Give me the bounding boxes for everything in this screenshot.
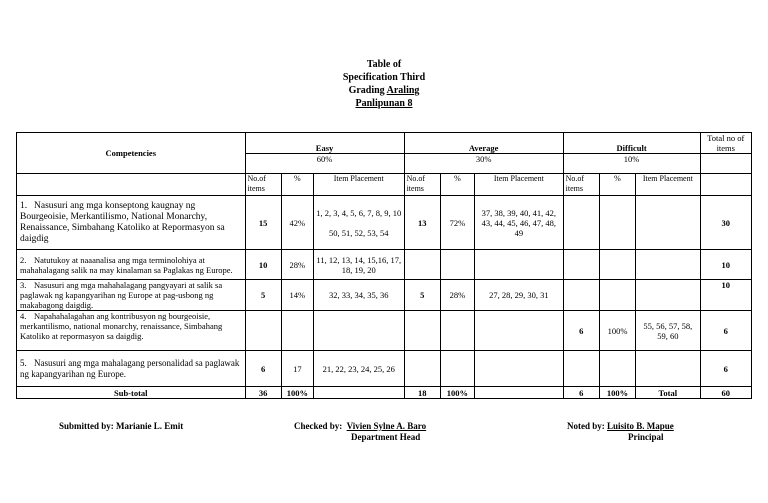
difficult-group-header: Difficult (563, 133, 700, 154)
noted-role: Principal (628, 432, 664, 442)
title-line-4: Panlipunan 8 (355, 98, 413, 109)
average-count (404, 311, 440, 351)
difficult-pct: 100% (599, 311, 635, 351)
checked-by-block (294, 421, 426, 443)
total-blank-cell (700, 174, 751, 196)
average-placement: 27, 28, 29, 30, 31 (475, 280, 564, 311)
competency-number: 1. (20, 200, 28, 211)
table-row (17, 250, 752, 280)
easy-count (245, 311, 281, 351)
noted-name: Luisito B. Mapue (607, 421, 674, 431)
competencies-blank-cell (17, 174, 246, 196)
average-count: 5 (404, 280, 440, 311)
easy-placement: 32, 33, 34, 35, 36 (313, 280, 404, 311)
easy-percent: 60% (245, 154, 404, 174)
competency-cell (17, 196, 246, 250)
header-row-subheaders (17, 174, 752, 196)
competency-cell (17, 311, 246, 351)
checked-label: Checked by: (294, 421, 343, 431)
average-placement (475, 250, 564, 280)
subtotal-label: Sub-total (17, 387, 246, 399)
easy-placement (313, 311, 404, 351)
average-placement: 37, 38, 39, 40, 41, 42, 43, 44, 45, 46, 47, 48, 49 (475, 196, 564, 250)
difficult-placement (636, 351, 700, 387)
subtotal-average-pct: 100% (440, 387, 474, 399)
average-group-header: Average (404, 133, 563, 154)
easy-placement: 11, 12, 13, 14, 15,16, 17, 18, 19, 20 (313, 250, 404, 280)
header-row-groups (17, 133, 752, 154)
difficult-pct (599, 351, 635, 387)
average-count: 13 (404, 196, 440, 250)
subtotal-row (17, 387, 752, 399)
competency-number: 3. (20, 280, 27, 290)
subtotal-difficult-count: 6 (563, 387, 599, 399)
row-total: 30 (700, 196, 751, 250)
average-placement (475, 351, 564, 387)
difficult-pct (599, 196, 635, 250)
difficult-percent: 10% (563, 154, 700, 174)
difficult-count (563, 250, 599, 280)
competency-text: Nasusuri ang mga konseptong kaugnay ng Bourgeoisie, Merkantilismo, National Monarchy, Renaissance, Simbahang Katoliko at Repormasyon sa daigdig (20, 200, 225, 244)
average-no-items-header: No.of items (404, 174, 440, 196)
average-percent: 30% (404, 154, 563, 174)
row-total: 6 (700, 311, 751, 351)
competency-number: 2. (20, 254, 27, 265)
table-row (17, 351, 752, 387)
difficult-pct (599, 250, 635, 280)
title-line-1: Table of (366, 59, 402, 70)
document-title (0, 58, 768, 110)
easy-count: 15 (245, 196, 281, 250)
title-line-3 (0, 84, 768, 97)
noted-by-block (567, 421, 674, 443)
easy-group-header: Easy (245, 133, 404, 154)
grand-total: 60 (700, 387, 751, 399)
title-line-2: Specification Third (342, 72, 426, 83)
easy-pct: 17 (281, 351, 313, 387)
average-placement-header: Item Placement (475, 174, 564, 196)
competency-cell (17, 351, 246, 387)
table-row (17, 280, 752, 311)
table-row (17, 311, 752, 351)
difficult-placement (636, 250, 700, 280)
easy-placement-a: 1, 2, 3, 4, 5, 6, 7, 8, 9, 10 (316, 207, 402, 218)
easy-pct (281, 311, 313, 351)
subtotal-average-count: 18 (404, 387, 440, 399)
competency-text: Napahahalagahan ang kontribusyon ng bourgeoisie, merkantilismo, national monarchy, renaissance, Simbahang Katoliko at repormasyon sa daigdig. (20, 311, 223, 341)
easy-count: 10 (245, 250, 281, 280)
subtotal-difficult-pct: 100% (599, 387, 635, 399)
easy-pct: 42% (281, 196, 313, 250)
difficult-count (563, 351, 599, 387)
difficult-count: 6 (563, 311, 599, 351)
submitted-by-block (59, 421, 183, 432)
competency-text: Natutukoy at naaanalisa ang mga terminolohiya at mahahalagang salik na may kinalaman sa Paglakas ng Europe. (20, 254, 233, 275)
title-line-3-prefix: Grading (348, 85, 387, 96)
difficult-no-items-header: No.of items (563, 174, 599, 196)
easy-placement-header: Item Placement (313, 174, 404, 196)
table-row (17, 196, 752, 250)
difficult-pct (599, 280, 635, 311)
easy-pct: 14% (281, 280, 313, 311)
submitted-name: Marianie L. Emit (116, 421, 184, 431)
subtotal-blank-cell (313, 387, 404, 399)
difficult-count (563, 280, 599, 311)
competency-cell (17, 250, 246, 280)
competency-number: 5. (20, 357, 27, 368)
competency-text: Nasusuri ang mga mahalagang personalidad sa paglawak ng kapangyarihan ng Europe. (20, 357, 240, 379)
easy-count: 5 (245, 280, 281, 311)
competency-text: Nasusuri ang mga mahahalagang pangyayari at salik sa paglawak ng kapangyarihan ng Europe at pag-usbong ng makabagong daigdig. (20, 280, 223, 310)
average-pct (440, 311, 474, 351)
noted-label: Noted by: (567, 421, 605, 431)
subtotal-easy-pct: 100% (281, 387, 313, 399)
difficult-placement: 55, 56, 57, 58, 59, 60 (636, 311, 700, 351)
easy-placement: 21, 22, 23, 24, 25, 26 (313, 351, 404, 387)
easy-count: 6 (245, 351, 281, 387)
row-total: 6 (700, 351, 751, 387)
specification-table (16, 132, 752, 399)
total-items-header: Total no of items (700, 133, 751, 154)
subtotal-easy-count: 36 (245, 387, 281, 399)
easy-pct: 28% (281, 250, 313, 280)
row-total: 10 (700, 250, 751, 280)
title-line-3-underlined: Araling (386, 85, 420, 96)
checked-name: Vivien Sylne A. Baro (346, 421, 427, 431)
average-pct: 28% (440, 280, 474, 311)
competencies-header: Competencies (17, 133, 246, 174)
easy-placement-b: 50, 51, 52, 53, 54 (329, 227, 389, 238)
submitted-label: Submitted by: (59, 421, 114, 431)
average-placement (475, 311, 564, 351)
difficult-placement (636, 196, 700, 250)
competency-number: 4. (20, 311, 27, 321)
competency-cell (17, 280, 246, 311)
checked-role: Department Head (351, 432, 421, 442)
row-total: 10 (700, 280, 751, 311)
subtotal-blank-cell (475, 387, 564, 399)
average-percent-header: % (440, 174, 474, 196)
difficult-percent-header: % (599, 174, 635, 196)
average-count (404, 351, 440, 387)
placement-gap (316, 218, 402, 228)
average-pct (440, 250, 474, 280)
subtotal-total-label: Total (636, 387, 700, 399)
difficult-count (563, 196, 599, 250)
average-pct: 72% (440, 196, 474, 250)
easy-percent-header: % (281, 174, 313, 196)
difficult-placement-header: Item Placement (636, 174, 700, 196)
difficult-placement (636, 280, 700, 311)
average-count (404, 250, 440, 280)
easy-placement (313, 196, 404, 250)
total-blank-cell (700, 154, 751, 174)
average-pct (440, 351, 474, 387)
easy-no-items-header: No.of items (245, 174, 281, 196)
